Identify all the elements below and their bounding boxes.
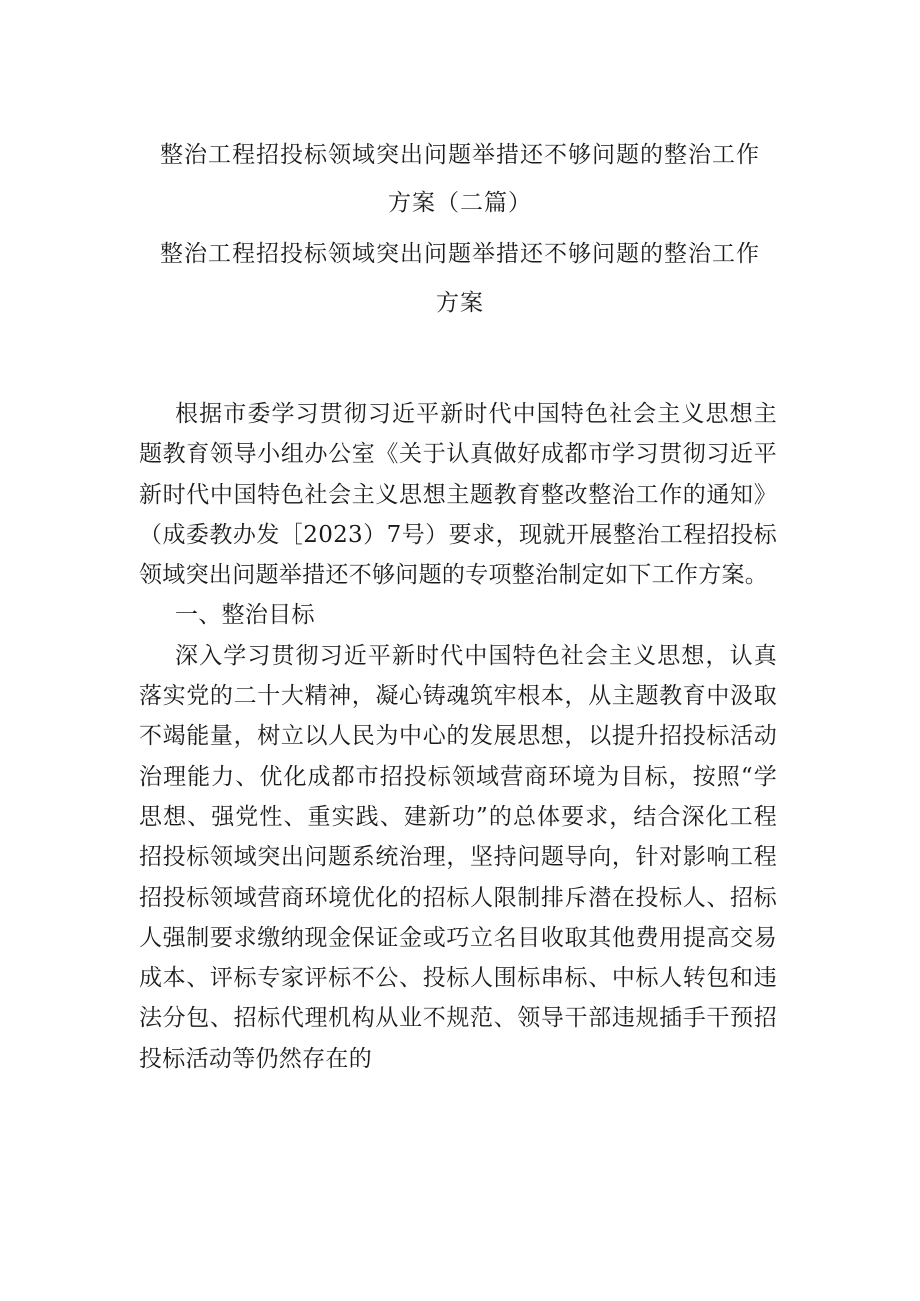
document-body (139, 394, 777, 1079)
paragraph-intro: 根据市委学习贯彻习近平新时代中国特色社会主义思想主题教育领导小组办公室《关于认真做好成都市学习贯彻习近平新时代中国特色社会主义思想主题教育整改整治工作的通知》（成委教办发［2023）7号）要求，现就开展整治工程招投标领域突出问题举措还不够问题的专项整治制定如下工作方案。 (139, 401, 777, 589)
title-line-4: 方案 (436, 290, 484, 316)
title-line-2: 方案（二篇） (388, 190, 532, 216)
title-line-3: 整治工程招投标领域突出问题举措还不够问题的整治工作 (160, 241, 760, 267)
title-line-1: 整治工程招投标领域突出问题举措还不够问题的整治工作 (160, 142, 760, 168)
paragraph-goals: 深入学习贯彻习近平新时代中国特色社会主义思想，认真落实党的二十大精神，凝心铸魂筑牢根本，从主题教育中汲取不竭能量，树立以人民为中心的发展思想，以提升招投标活动治理能力、优化成都市招投标领域营商环境为目标，按照“学思想、强党性、重实践、建新功”的总体要求，结合深化工程招投标领域突出问题系统治理，坚持问题导向，针对影响工程招投标领域营商环境优化的招标人限制排斥潜在投标人、招标人强制要求缴纳现金保证金或巧立名目收取其他费用提高交易成本、评标专家评标不公、投标人围标串标、中标人转包和违法分包、招标代理机构从业不规范、领导干部违规插手干预招投标活动等仍然存在的 (139, 642, 777, 1072)
section-heading-goals: 一、整治目标 (175, 602, 315, 629)
